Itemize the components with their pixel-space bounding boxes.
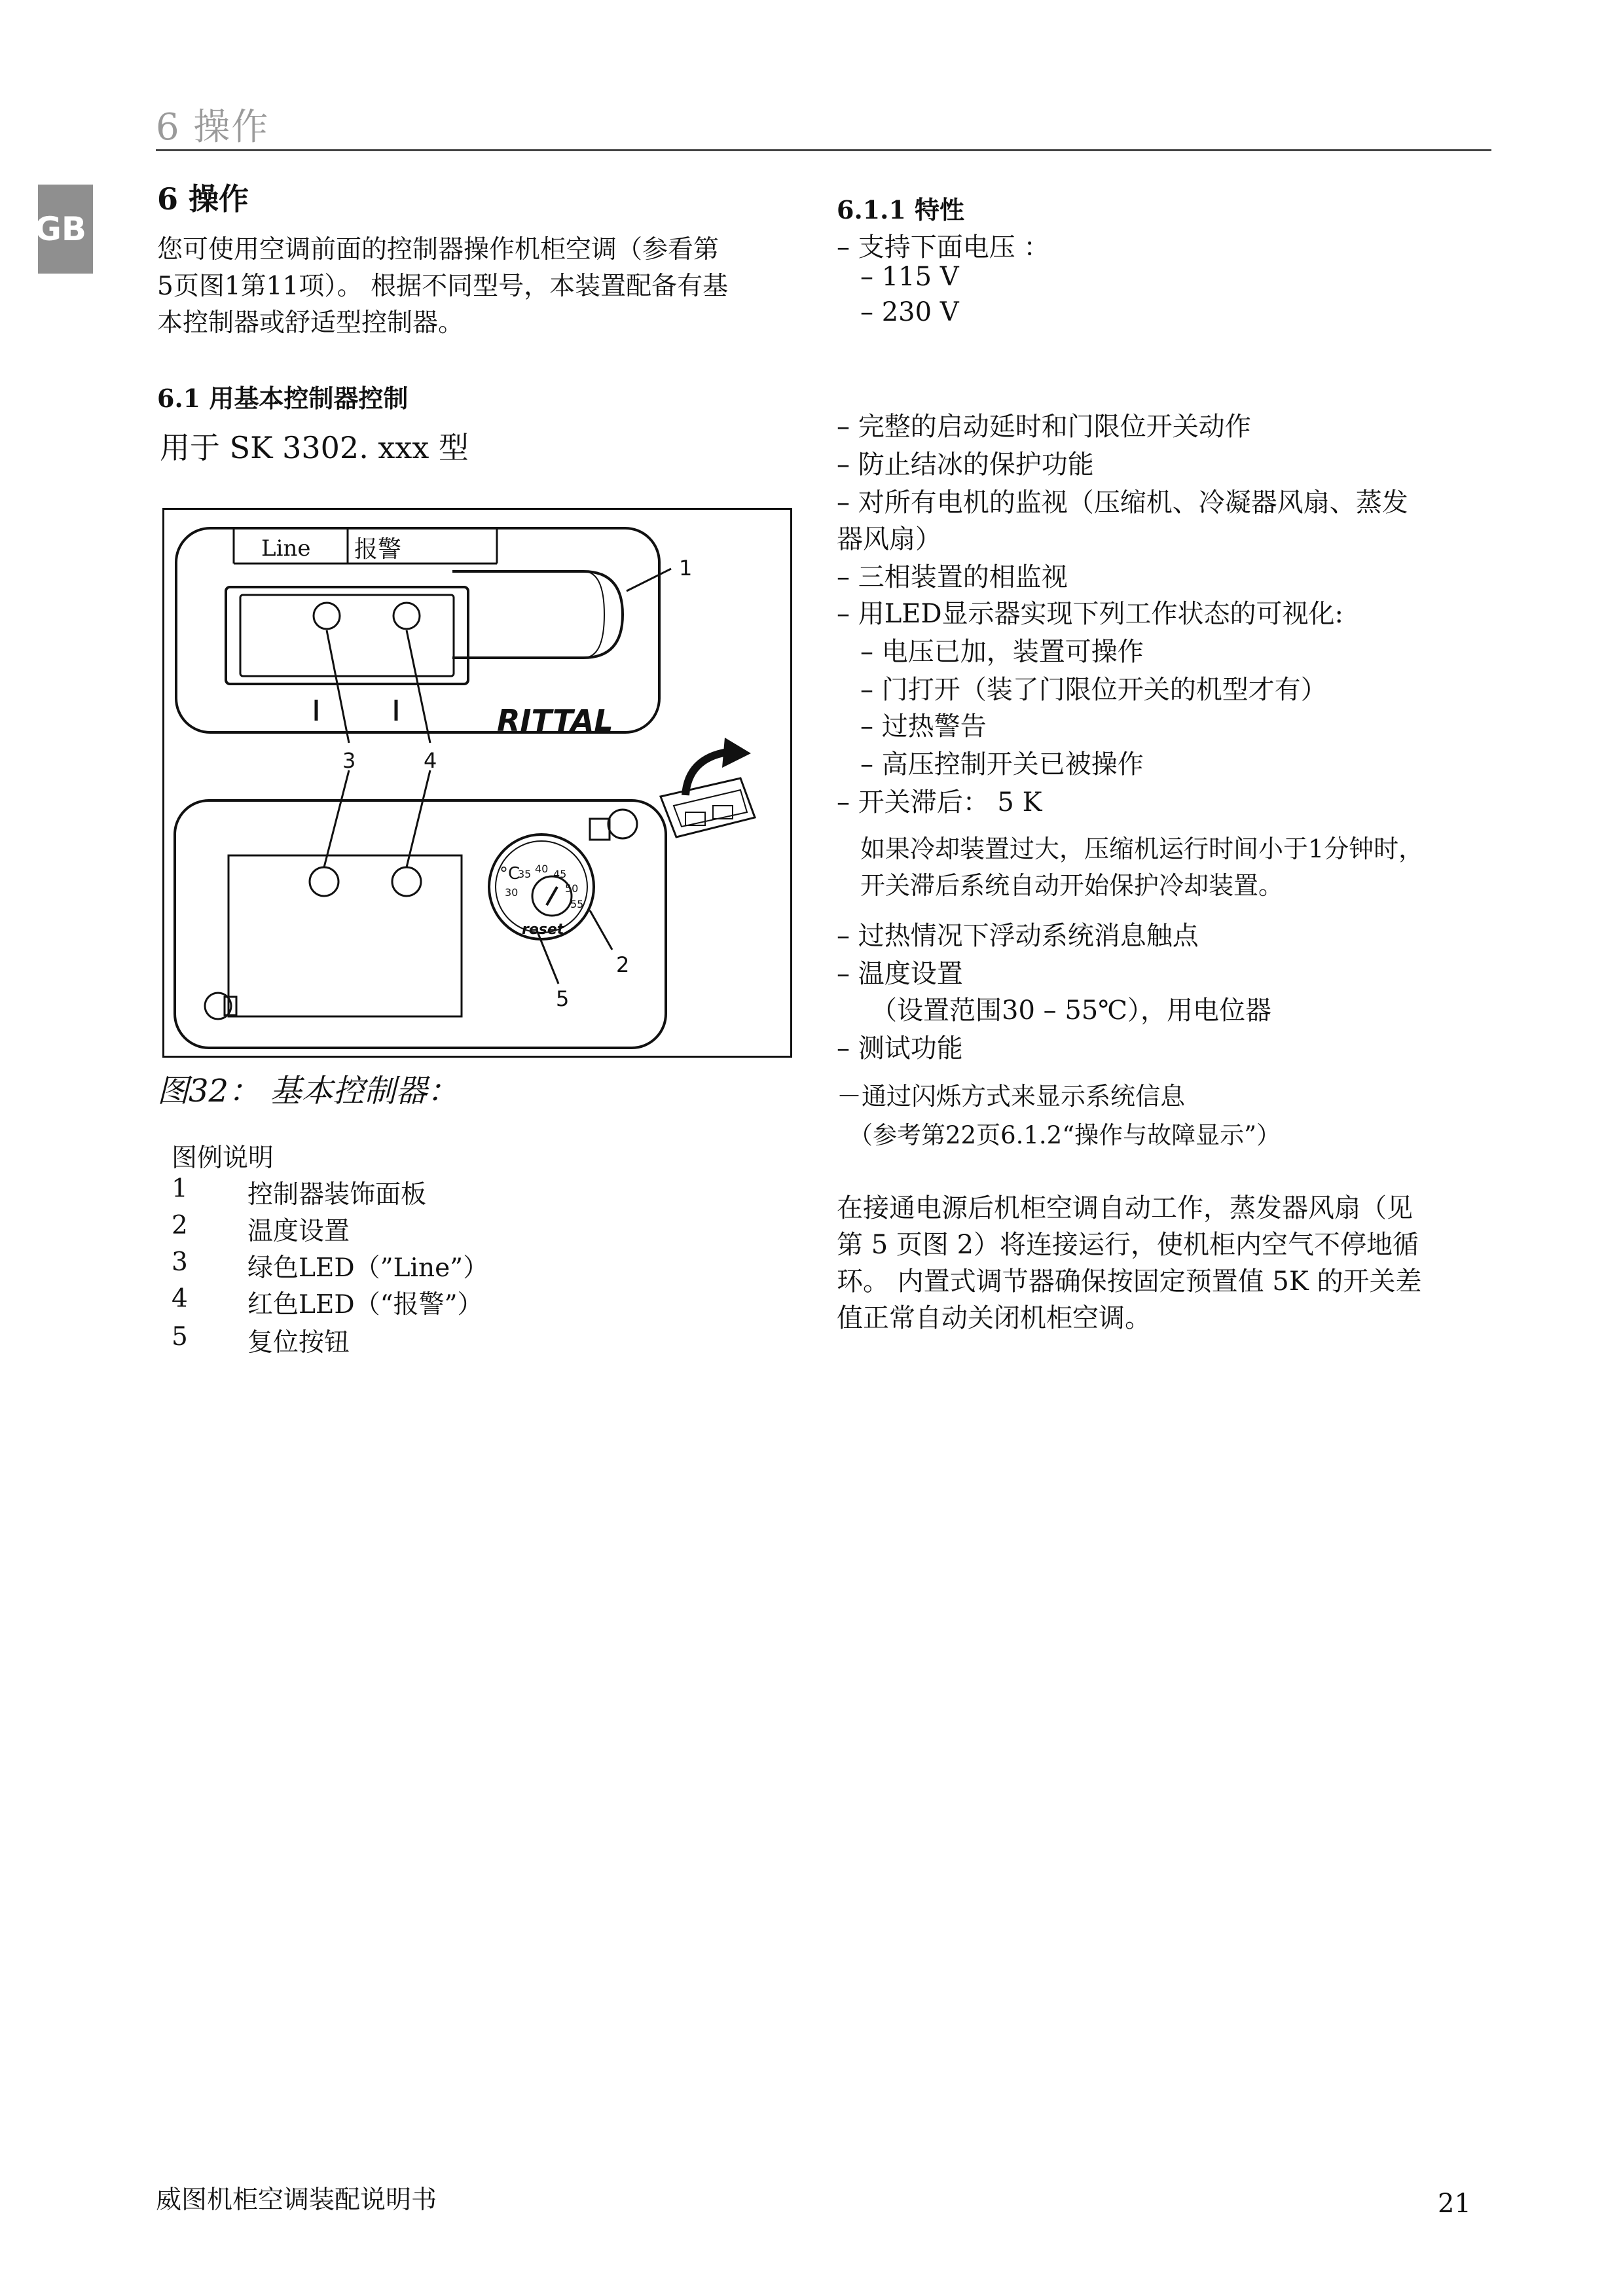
feature-line: – 三相装置的相监视 [837,562,1068,592]
dial-value-55: 55 [570,898,584,910]
display-window [226,587,468,684]
figure-frame [162,508,792,1058]
legend-number: 4 [172,1284,188,1314]
feature-line: 如果冷却装置过大，压缩机运行时间小于1分钟时， [860,834,1424,863]
legend-number: 2 [172,1211,188,1240]
feature-line: – 开关滞后： 5 K [837,787,1042,817]
paragraph-line: 值正常自动关闭机柜空调。 [837,1303,1151,1333]
dial-value-30: 30 [505,886,519,899]
controller-front-panel [176,528,659,732]
feature-line: – 过热警告 [860,711,987,742]
alarm-led-bottom [392,867,421,896]
feature-line: －通过闪烁方式来显示系统信息 [837,1082,1186,1111]
feature-line: – 测试功能 [837,1033,963,1064]
feature-line: – 电压已加，装置可操作 [860,637,1144,667]
dial-value-35: 35 [518,868,532,880]
header-rule [156,149,1491,151]
intro-line-3: 本控制器或舒适型控制器。 [157,308,464,338]
feature-line: – 温度设置 [837,959,963,989]
legend-number: 1 [172,1174,188,1204]
feature-line: – 过热情况下浮动系统消息触点 [837,921,1199,951]
feature-line: – 用LED显示器实现下列工作状态的可视化: [837,599,1344,629]
feature-line: （参考第22页6.1.2“操作与故障显示”） [848,1121,1281,1149]
board-display-area [228,855,462,1016]
chapter-heading: 6 操作 [157,181,249,217]
language-tab[interactable]: GB [38,185,93,274]
callout-5: 5 [556,986,570,1011]
alarm-led-top [393,603,420,629]
callout-4: 4 [424,748,437,773]
feature-line: – 门打开（装了门限位开关的机型才有） [860,675,1327,705]
subsection-title: 6.1.1 特性 [837,195,965,224]
callout-2: 2 [616,952,630,977]
line-led-top [314,603,340,629]
running-header: 6 操作 [156,106,270,149]
callout-1: 1 [679,556,693,581]
intro-line-2: 5页图1第11项）。 根据不同型号，本装置配备有基 [157,272,729,301]
section-title: 6.1 用基本控制器控制 [157,384,409,413]
line-led-bottom [310,867,338,896]
legend-text: 温度设置 [247,1217,350,1246]
controller-board [175,800,666,1048]
figure-label-alarm: 报警 [354,536,402,563]
footer-title: 威图机柜空调装配说明书 [156,2185,437,2215]
figure-label-line: Line [261,535,311,562]
legend-title: 图例说明 [172,1143,274,1173]
brand-logo: RITTAL [497,703,613,738]
legend-text: 控制器装饰面板 [247,1180,427,1210]
legend-text: 绿色LED（”Line”） [247,1253,489,1283]
legend-text: 红色LED（“报警”） [247,1290,483,1319]
dial-value-45: 45 [553,868,567,880]
dial-unit: °C [500,864,520,884]
feature-line: 器风扇） [837,524,941,554]
feature-line: – 高压控制开关已被操作 [860,749,1144,780]
legend-number: 5 [172,1322,188,1352]
paragraph-line: 第 5 页图 2）将连接运行，使机柜内空气不停地循 [837,1230,1419,1260]
feature-line: – 115 V [860,262,959,292]
legend-number: 3 [172,1247,188,1277]
feature-line: – 防止结冰的保护功能 [837,450,1094,480]
legend-text: 复位按钮 [247,1328,350,1357]
feature-line: – 230 V [860,297,959,327]
callout-3: 3 [342,748,356,773]
intro-line-1: 您可使用空调前面的控制器操作机柜空调（参看第 [157,235,720,264]
feature-line: 开关滞后系统自动开始保护冷却装置。 [860,871,1284,900]
feature-line: – 完整的启动延时和门限位开关动作 [837,412,1251,442]
figure-caption: 图32： 基本控制器： [157,1073,459,1109]
dial-value-50: 50 [565,882,579,895]
paragraph-line: 在接通电源后机柜空调自动工作，蒸发器风扇（见 [837,1193,1413,1223]
reset-label: reset [522,922,564,938]
feature-line: – 对所有电机的监视（压缩机、冷凝器风扇、蒸发 [837,488,1408,518]
feature-line: – 支持下面电压 ： [837,232,1050,262]
dial-value-40: 40 [535,863,549,875]
model-line: 用于 SK 3302. xxx 型 [160,430,469,465]
paragraph-line: 环。 内置式调节器确保按固定预置值 5K 的开关差 [837,1266,1422,1297]
page-number: 21 [1438,2189,1471,2219]
feature-line: （设置范围30 – 55℃），用电位器 [871,996,1271,1026]
controller-illustration [164,510,790,1056]
